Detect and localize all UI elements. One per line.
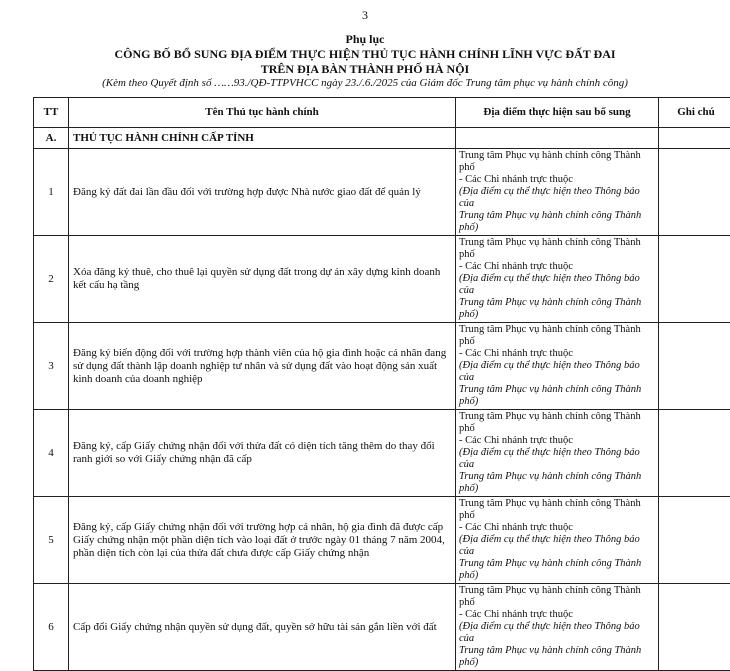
location-note: Trung tâm Phục vụ hành chính công Thành phố) <box>459 210 655 234</box>
section-row <box>34 128 730 149</box>
decision-reference: (Kèm theo Quyết định số ……93./QĐ-TTPVHCC ngày 23./.6./2025 của Giám đốc Trung tâm phục vụ hành chính công) <box>0 77 730 89</box>
table-row <box>34 410 730 497</box>
location-note: Trung tâm Phục vụ hành chính công Thành phố) <box>459 645 655 669</box>
table-row <box>34 584 730 671</box>
location-line: Trung tâm Phục vụ hành chính công Thành phố <box>459 498 655 522</box>
header-location: Địa điểm thực hiện sau bổ sung <box>456 98 659 128</box>
location-line: Trung tâm Phục vụ hành chính công Thành phố <box>459 585 655 609</box>
section-label: A. <box>34 128 69 149</box>
header-tt: TT <box>34 98 69 128</box>
row-number: 2 <box>34 236 69 323</box>
note-cell <box>659 323 730 410</box>
header-note: Ghi chú <box>659 98 730 128</box>
location-note: Trung tâm Phục vụ hành chính công Thành phố) <box>459 384 655 408</box>
section-empty-cell <box>659 128 730 149</box>
location-line: Trung tâm Phục vụ hành chính công Thành phố <box>459 411 655 435</box>
row-number: 5 <box>34 497 69 584</box>
table-header-row <box>34 98 730 128</box>
location-line: - Các Chi nhánh trực thuộc <box>459 174 655 186</box>
table-row <box>34 236 730 323</box>
location-line: - Các Chi nhánh trực thuộc <box>459 435 655 447</box>
table-row <box>34 497 730 584</box>
row-number: 1 <box>34 149 69 236</box>
location-note: (Địa điểm cụ thể thực hiện theo Thông báo của <box>459 534 655 558</box>
location-cell <box>456 410 659 497</box>
row-number: 6 <box>34 584 69 671</box>
section-empty-cell <box>456 128 659 149</box>
procedure-name: Đăng ký, cấp Giấy chứng nhận đối với thửa đất có diện tích tăng thêm do thay đổi ranh giới so với Giấy chứng nhận đã cấp <box>69 410 456 497</box>
location-line: - Các Chi nhánh trực thuộc <box>459 609 655 621</box>
procedure-name: Xóa đăng ký thuê, cho thuê lại quyền sử dụng đất trong dự án xây dựng kinh doanh kết cấu hạ tầng <box>69 236 456 323</box>
location-note: Trung tâm Phục vụ hành chính công Thành phố) <box>459 471 655 495</box>
table-row <box>34 149 730 236</box>
location-note: (Địa điểm cụ thể thực hiện theo Thông báo của <box>459 447 655 471</box>
header-procedure-name: Tên Thủ tục hành chính <box>69 98 456 128</box>
table-row <box>34 323 730 410</box>
appendix-title: Phụ lục <box>0 32 730 47</box>
location-note: (Địa điểm cụ thể thực hiện theo Thông báo của <box>459 360 655 384</box>
location-line: Trung tâm Phục vụ hành chính công Thành phố <box>459 237 655 261</box>
location-note: Trung tâm Phục vụ hành chính công Thành phố) <box>459 558 655 582</box>
note-cell <box>659 410 730 497</box>
location-line: - Các Chi nhánh trực thuộc <box>459 261 655 273</box>
location-line: - Các Chi nhánh trực thuộc <box>459 348 655 360</box>
procedure-name: Đăng ký đất đai lần đầu đối với trường hợp được Nhà nước giao đất để quản lý <box>69 149 456 236</box>
document-subtitle: TRÊN ĐỊA BÀN THÀNH PHỐ HÀ NỘI <box>0 62 730 77</box>
location-line: Trung tâm Phục vụ hành chính công Thành phố <box>459 324 655 348</box>
location-line: Trung tâm Phục vụ hành chính công Thành phố <box>459 150 655 174</box>
location-cell <box>456 584 659 671</box>
location-cell <box>456 323 659 410</box>
procedures-table <box>33 97 730 671</box>
procedure-name: Đăng ký, cấp Giấy chứng nhận đối với trường hợp cá nhân, hộ gia đình đã được cấp Giấy chứng nhận một phần diện tích vào loại đất ở trước ngày 01 tháng 7 năm 2004, phần diện tích còn lại của thửa đất chưa được cấp Giấy chứng nhận <box>69 497 456 584</box>
procedure-name: Đăng ký biến động đối với trường hợp thành viên của hộ gia đình hoặc cá nhân đang sử dụng đất thành lập doanh nghiệp tư nhân và sử dụng đất vào hoạt động sản xuất kinh doanh của doanh nghiệp <box>69 323 456 410</box>
location-line: - Các Chi nhánh trực thuộc <box>459 522 655 534</box>
document-title: CÔNG BỐ BỔ SUNG ĐỊA ĐIỂM THỰC HIỆN THỦ TỤC HÀNH CHÍNH LĨNH VỰC ĐẤT ĐAI <box>0 47 730 62</box>
note-cell <box>659 149 730 236</box>
location-cell <box>456 149 659 236</box>
location-cell <box>456 236 659 323</box>
location-note: (Địa điểm cụ thể thực hiện theo Thông báo của <box>459 273 655 297</box>
procedure-name: Cấp đổi Giấy chứng nhận quyền sử dụng đất, quyền sở hữu tài sản gắn liền với đất <box>69 584 456 671</box>
row-number: 3 <box>34 323 69 410</box>
location-note: (Địa điểm cụ thể thực hiện theo Thông báo của <box>459 621 655 645</box>
section-title: THỦ TỤC HÀNH CHÍNH CẤP TỈNH <box>69 128 456 149</box>
page-number: 3 <box>0 8 730 23</box>
row-number: 4 <box>34 410 69 497</box>
note-cell <box>659 497 730 584</box>
location-cell <box>456 497 659 584</box>
note-cell <box>659 584 730 671</box>
location-note: Trung tâm Phục vụ hành chính công Thành phố) <box>459 297 655 321</box>
note-cell <box>659 236 730 323</box>
location-note: (Địa điểm cụ thể thực hiện theo Thông báo của <box>459 186 655 210</box>
